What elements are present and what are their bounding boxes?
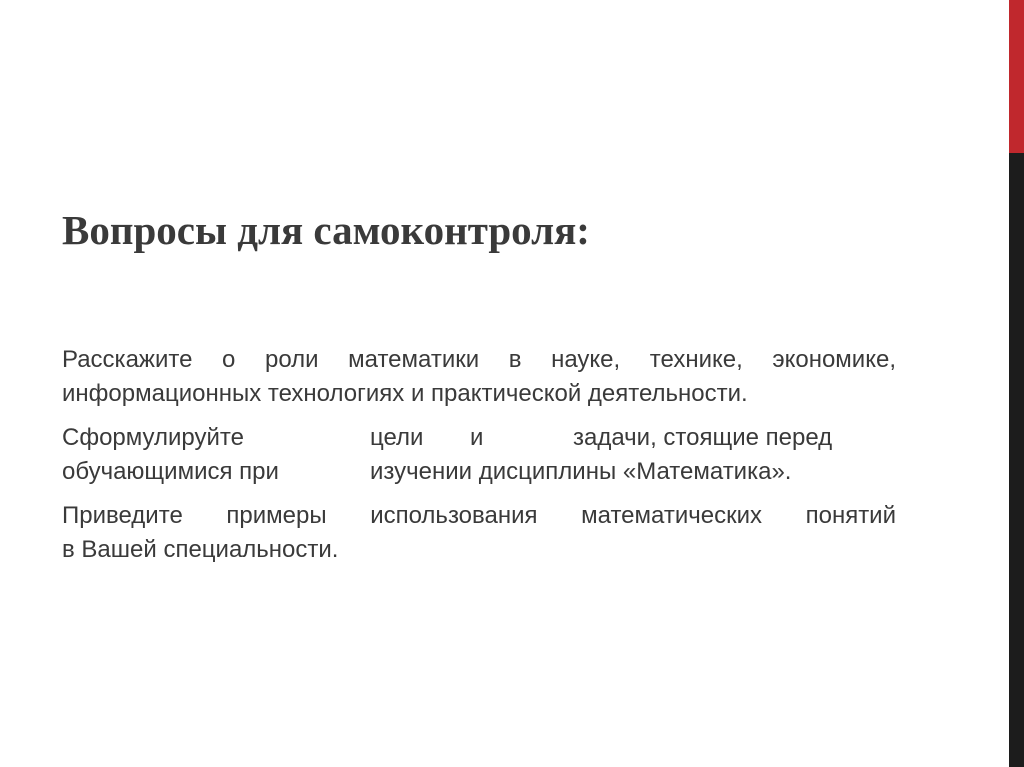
- question-2-line-2: [62, 455, 896, 489]
- question-1-line-1: Расскажите о роли математики в науке, технике, экономике,: [62, 346, 896, 373]
- question-3-line-1: Приведите примеры использования математических понятий: [62, 502, 896, 529]
- question-2-word-3: и: [470, 424, 484, 451]
- accent-bar-red: [1009, 0, 1024, 153]
- question-1: [62, 343, 896, 411]
- question-2: [62, 421, 896, 489]
- question-2-phrase-1: обучающимися при: [62, 458, 279, 485]
- question-2-word-1: Сформулируйте: [62, 424, 244, 451]
- question-3: [62, 499, 896, 567]
- accent-bar-dark: [1009, 153, 1024, 767]
- question-2-line-1: [62, 421, 896, 455]
- questions-list: [62, 343, 896, 577]
- slide-title: Вопросы для самоконтроля:: [62, 207, 590, 253]
- question-3-line-2: в Вашей специальности.: [62, 536, 339, 563]
- question-1-line-2: информационных технологиях и практической деятельности.: [62, 380, 748, 407]
- question-2-phrase-2: изучении дисциплины «Математика».: [370, 458, 792, 485]
- question-2-word-4: задачи, стоящие перед: [573, 424, 833, 451]
- question-2-word-2: цели: [370, 424, 424, 451]
